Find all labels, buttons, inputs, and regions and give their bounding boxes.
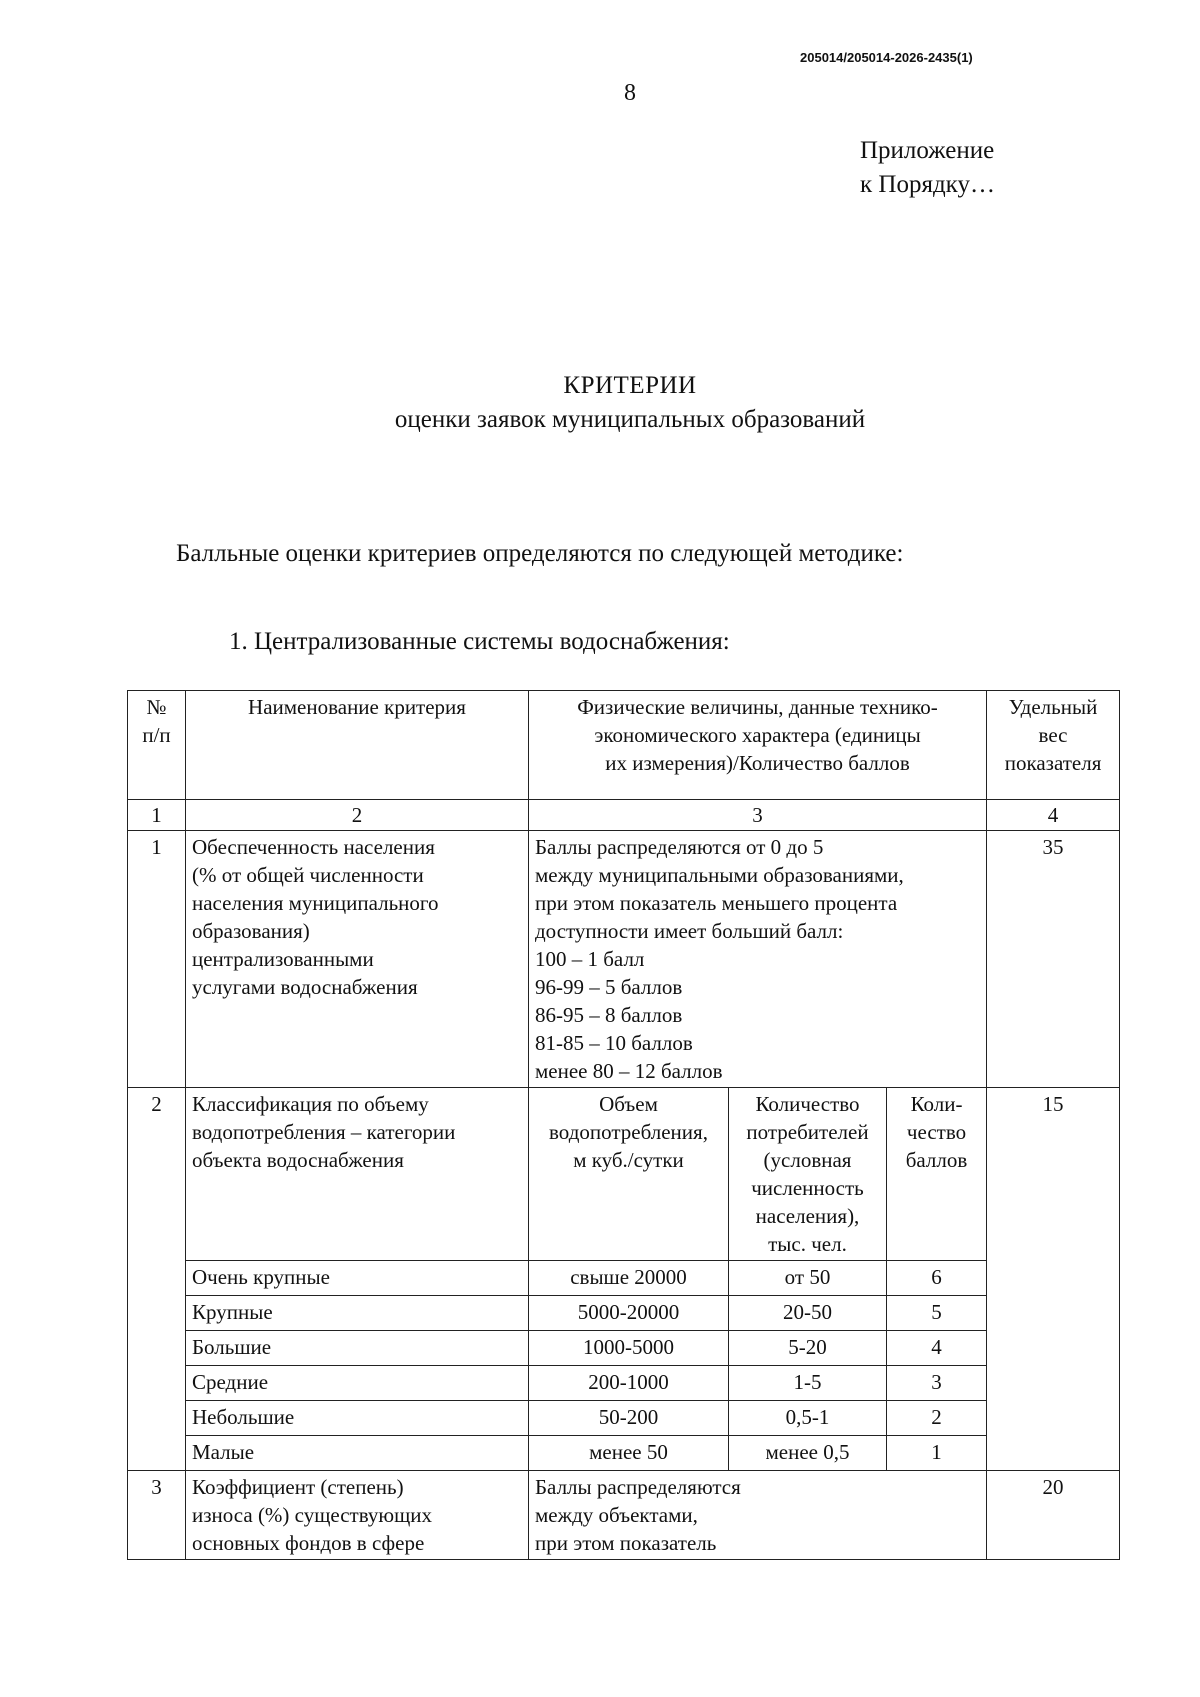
criterion-name: Обеспеченность населения (% от общей численности населения муниципального образования) централизованными услугами водоснабжения [186, 831, 529, 1088]
category-consumers: 5-20 [729, 1331, 887, 1366]
category-points: 2 [887, 1401, 987, 1436]
category-consumers: 1-5 [729, 1366, 887, 1401]
category-volume: 50-200 [529, 1401, 729, 1436]
category-points: 1 [887, 1436, 987, 1471]
table-row [128, 1471, 1120, 1560]
category-volume: свыше 20000 [529, 1261, 729, 1296]
category-row [128, 1261, 1120, 1296]
criterion-weight: 15 [987, 1088, 1120, 1471]
header-name: Наименование критерия [186, 691, 529, 800]
table-row [128, 831, 1120, 1088]
subheader-consumers: Количество потребителей (условная численность населения), тыс. чел. [729, 1088, 887, 1261]
index-cell: 4 [987, 800, 1120, 831]
category-row [128, 1296, 1120, 1331]
category-name: Средние [186, 1366, 529, 1401]
category-row [128, 1436, 1120, 1471]
document-subtitle: оценки заявок муниципальных образований [394, 406, 866, 433]
appendix-note [860, 134, 995, 202]
category-row [128, 1366, 1120, 1401]
scale-item: менее 80 – 12 баллов [535, 1059, 723, 1083]
category-consumers: 20-50 [729, 1296, 887, 1331]
scale-item: 96-99 – 5 баллов [535, 975, 683, 999]
category-points: 6 [887, 1261, 987, 1296]
scale-item: 100 – 1 балл [535, 947, 645, 971]
category-row [128, 1331, 1120, 1366]
category-points: 4 [887, 1331, 987, 1366]
criterion-description: Баллы распределяются от 0 до 5 между муниципальными образованиями, при этом показатель меньшего процента доступности имеет больший балл: [535, 835, 904, 943]
header-values: Физические величины, данные технико- экономического характера (единицы их измерения)/Количество баллов [529, 691, 987, 800]
table-header-row [128, 691, 1120, 800]
subheader-volume: Объем водопотребления, м куб./сутки [529, 1088, 729, 1261]
category-volume: 5000-20000 [529, 1296, 729, 1331]
row-num: 1 [128, 831, 186, 1088]
page-number: 8 [624, 80, 636, 106]
scale-item: 81-85 – 10 баллов [535, 1031, 693, 1055]
category-name: Малые [186, 1436, 529, 1471]
section-heading: 1. Централизованные системы водоснабжения: [229, 628, 730, 655]
document-id: 205014/205014-2026-2435(1) [800, 50, 973, 65]
table-index-row [128, 800, 1120, 831]
index-cell: 2 [186, 800, 529, 831]
category-name: Крупные [186, 1296, 529, 1331]
category-volume: 200-1000 [529, 1366, 729, 1401]
category-consumers: менее 0,5 [729, 1436, 887, 1471]
index-cell: 1 [128, 800, 186, 831]
intro-paragraph: Балльные оценки критериев определяются по следующей методике: [176, 540, 904, 567]
category-volume: менее 50 [529, 1436, 729, 1471]
category-name: Небольшие [186, 1401, 529, 1436]
scale-item: 86-95 – 8 баллов [535, 1003, 683, 1027]
criterion-name: Коэффициент (степень) износа (%) существующих основных фондов в сфере [186, 1471, 529, 1560]
index-cell: 3 [529, 800, 987, 831]
table-row [128, 1088, 1120, 1261]
header-weight: Удельный вес показателя [987, 691, 1120, 800]
criteria-table [127, 690, 1120, 1560]
criterion-description: Баллы распределяются между объектами, при этом показатель [529, 1471, 987, 1560]
category-consumers: от 50 [729, 1261, 887, 1296]
criterion-weight: 35 [987, 831, 1120, 1088]
document-title: КРИТЕРИИ [563, 372, 697, 399]
appendix-line-2: к Порядку… [860, 171, 995, 198]
appendix-line-1: Приложение [860, 137, 995, 164]
category-points: 5 [887, 1296, 987, 1331]
criterion-weight: 20 [987, 1471, 1120, 1560]
category-points: 3 [887, 1366, 987, 1401]
row-num: 2 [128, 1088, 186, 1471]
category-name: Очень крупные [186, 1261, 529, 1296]
header-num: № п/п [128, 691, 186, 800]
subheader-points: Коли- чество баллов [887, 1088, 987, 1261]
criterion-values [529, 831, 987, 1088]
criterion-name: Классификация по объему водопотребления – категории объекта водоснабжения [186, 1088, 529, 1261]
row-num: 3 [128, 1471, 186, 1560]
category-name: Большие [186, 1331, 529, 1366]
category-consumers: 0,5-1 [729, 1401, 887, 1436]
category-row [128, 1401, 1120, 1436]
category-volume: 1000-5000 [529, 1331, 729, 1366]
